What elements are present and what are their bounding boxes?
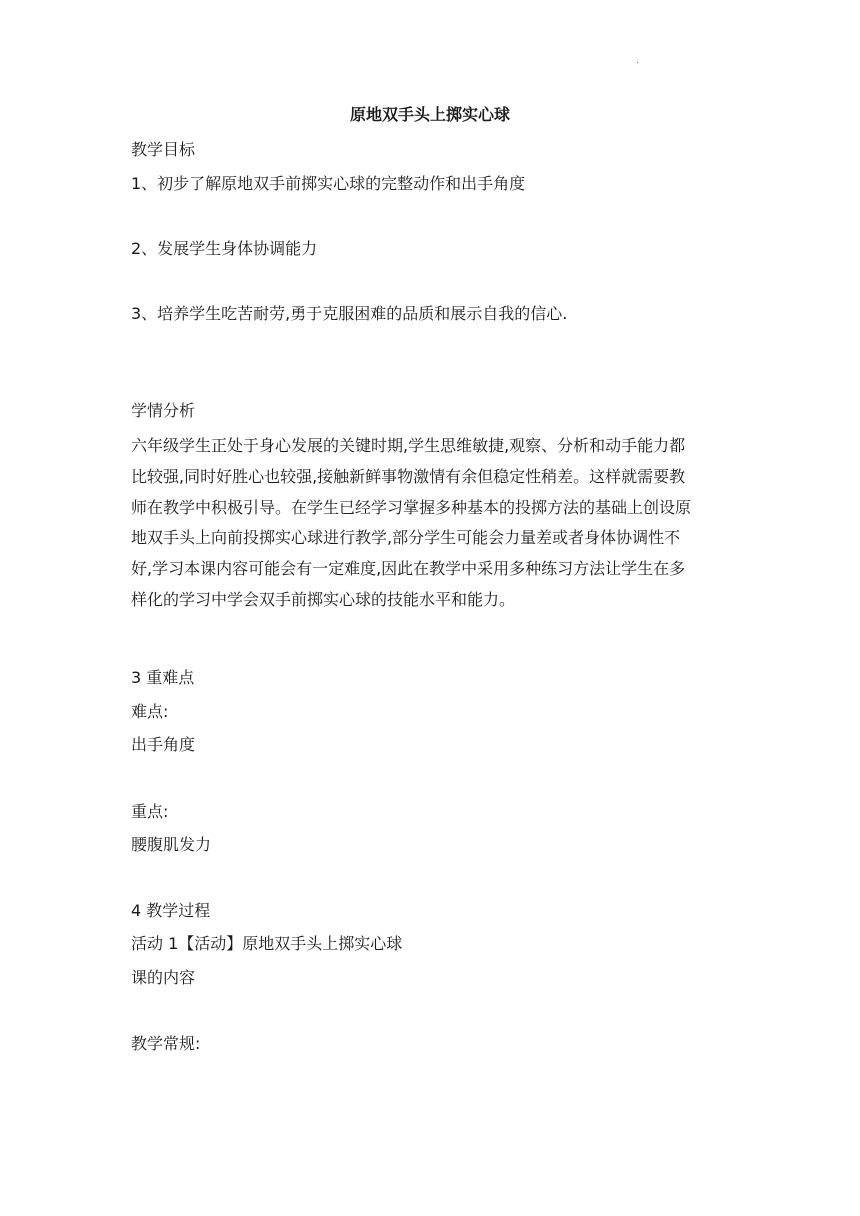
analysis-line: 六年级学生正处于身心发展的关键时期,学生思维敏捷,观察、分析和动手能力都 [131, 436, 686, 455]
key-text: 腰腹肌发力 [131, 835, 212, 854]
difficulty-label: 难点: [131, 702, 169, 721]
document-title: 原地双手头上掷实心球 [349, 105, 510, 124]
analysis-line: 好,学习本课内容可能会有一定难度,因此在教学中采用多种练习方法让学生在多 [131, 559, 686, 579]
objective-item-3: 3、培养学生吃苦耐劳,勇于克服困难的品质和展示自我的信心. [131, 304, 568, 323]
section-heading-key-points: 3 重难点 [131, 668, 195, 687]
activity-title: 活动 1【活动】原地双手头上掷实心球 [131, 934, 403, 953]
objective-item-1: 1、初步了解原地双手前掷实心球的完整动作和出手角度 [131, 174, 526, 193]
section-heading-objectives: 教学目标 [131, 140, 196, 159]
routine-label: 教学常规: [131, 1034, 201, 1053]
section-heading-process: 4 教学过程 [131, 901, 211, 920]
analysis-paragraph [131, 431, 731, 616]
lesson-content-label: 课的内容 [131, 968, 196, 987]
key-label: 重点: [131, 802, 169, 821]
analysis-line: 比较强,同时好胜心也较强,接触新鲜事物激情有余但稳定性稍差。这样就需要教 [131, 466, 686, 486]
section-heading-analysis: 学情分析 [131, 401, 196, 420]
analysis-line: 地双手头上向前投掷实心球进行教学,部分学生可能会力量差或者身体协调性不 [131, 528, 681, 548]
difficulty-text: 出手角度 [131, 735, 196, 754]
analysis-line: 样化的学习中学会双手前掷实心球的技能水平和能力。 [131, 589, 516, 609]
analysis-line: 师在教学中积极引导。在学生已经学习掌握多种基本的投掷方法的基础上创设原 [131, 497, 692, 517]
header-mark: . [636, 55, 640, 66]
objective-item-2: 2、发展学生身体协调能力 [131, 239, 318, 258]
